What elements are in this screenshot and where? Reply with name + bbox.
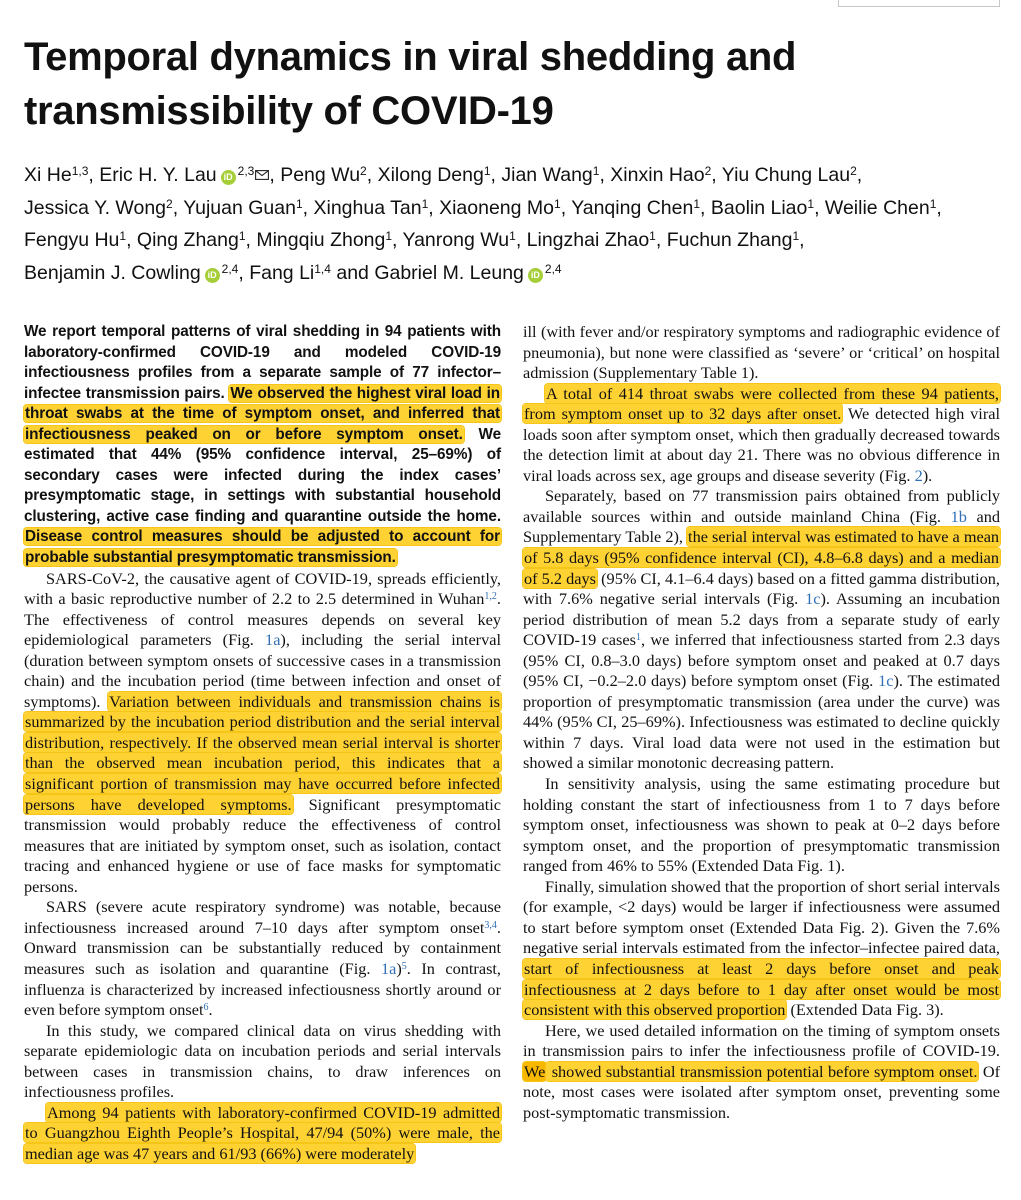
- author: [99, 164, 269, 186]
- author-affiliation: 1: [483, 164, 491, 178]
- author-affiliation: 1: [554, 196, 561, 211]
- body-text: . Onward transmission can be substantially reduced by containment measures such as isolation and quarantine (Fig.: [24, 917, 501, 978]
- author-name: Yiu Chung Lau: [721, 164, 851, 186]
- body-text: In sensitivity analysis, using the same estimating procedure but holding constant the start of infectiousness from 1 to 7 days before symptom onset, infectiousness was shown to peak at 0–2 days before symptom onset, and the proportion of presymptomatic transmission ranged from 46% to 55% (Extended Data Fig. 1).: [523, 774, 1000, 876]
- author: [280, 164, 367, 186]
- reference-citation[interactable]: 1,2: [484, 591, 497, 603]
- author: [313, 197, 428, 219]
- paragraph: [24, 897, 501, 1020]
- author-name: Jessica Y. Wong: [24, 196, 167, 219]
- author: [137, 229, 246, 251]
- author-name: Weilie Chen: [824, 196, 930, 219]
- highlighted-text: We: [524, 1061, 546, 1081]
- left-column: [24, 322, 501, 1164]
- body-text: We detected high viral loads soon after symptom onset, which then gradually decreased towards the detection limit at about day 21. There was no obvious difference in viral loads across sex, age groups and disease severity (Fig.: [523, 404, 1000, 485]
- author-affiliation: 1: [693, 196, 701, 211]
- author-name: Yanrong Wu: [402, 229, 510, 251]
- author: [571, 197, 700, 219]
- body-text: ).: [922, 465, 933, 485]
- highlighted-text: We observed the highest viral load in throat swabs at the time of symptom onset, and inferred that infectiousness peaked on or before symptom onset.: [25, 384, 501, 443]
- body-text: , we inferred that infectiousness started from 2.3 days (95% CI, 0.8–3.0 days) before symptom onset and peaked at 0.7 days (95% CI, −0.2–2.0 days) before symptom onset (Fig.: [523, 630, 1000, 691]
- highlighted-text: the serial interval was estimated to have a mean of 5.8 days (95% confidence interval (CI), 4.8–6.8 days) and a median of 5.2 days: [524, 527, 1000, 588]
- highlighted-text: Variation between individuals and transmission chains is summarized by the incubation period distribution and the serial interval distribution, respectively. If the observed mean serial interval is shorter than the observed mean incubation period, this indicates that a significant portion of transmission may have occurred before infected persons have developed symptoms.: [25, 691, 500, 814]
- body-text: ): [396, 958, 402, 978]
- body-text: ), including the serial interval (duration between symptom onsets of successive cases in a transmission chain) and the incubation period (time between infection and onset of symptoms).: [24, 630, 501, 711]
- author-name: Fuchun Zhang: [666, 229, 793, 251]
- paragraph: [523, 774, 1000, 877]
- body-text: In this study, we compared clinical data on virus shedding with separate epidemiologic data on incubation periods and serial intervals between cases in transmission chains, to draw inferences on infectiousness profiles.: [24, 1020, 501, 1102]
- author-affiliation: 1,4: [314, 261, 331, 276]
- paragraph: [24, 1103, 501, 1165]
- right-column: [523, 322, 1000, 1123]
- orcid-icon[interactable]: iD: [528, 268, 543, 283]
- body-text: Of note, most cases were isolated after symptom onset, preventing some post-symptomatic transmission.: [523, 1061, 1001, 1122]
- reference-citation[interactable]: 6: [203, 1002, 209, 1014]
- reference-citation[interactable]: 1: [635, 632, 641, 644]
- author: [256, 229, 392, 251]
- author-name: Gabriel M. Leung: [374, 261, 524, 284]
- author-name: Lingzhai Zhao: [526, 229, 650, 251]
- author: [722, 164, 857, 186]
- author: [667, 229, 799, 251]
- author-affiliation: 1: [792, 229, 800, 243]
- body-text: ill (with fever and/or respiratory symptoms and radiographic evidence of pneumonia), but none were classified as ‘severe’ or ‘critical’ on hospital admission (Supplementary Table 1).: [523, 322, 1000, 383]
- author-affiliation: 2: [166, 196, 173, 211]
- author-name: Fang Li: [249, 261, 315, 284]
- paragraph: [523, 322, 1000, 384]
- author-name: Xinghua Tan: [313, 196, 422, 219]
- body-text: (Extended Data Fig. 3).: [786, 1000, 944, 1020]
- figure-link[interactable]: 1a: [380, 958, 397, 978]
- body-text: (95% CI, 4.1–6.4 days) based on a fitted gamma distribution, with 7.6% negative serial intervals (Fig.: [523, 568, 1000, 609]
- author-affiliation: 2: [704, 164, 712, 178]
- figure-link[interactable]: 1a: [265, 630, 281, 650]
- author-name: Fengyu Hu: [24, 229, 120, 251]
- body-text: ). The estimated proportion of presymptomatic transmission (area under the curve) was 44% (95% CI, 25–69%). Infectiousness was estimated to decline quickly within 7 days. Viral load data were not used in the estimation but showed a similar monotonic decreasing pattern.: [523, 671, 1000, 773]
- author-name: Xinxin Hao: [610, 164, 705, 186]
- paragraph: [523, 877, 1000, 1021]
- author-name: Eric H. Y. Lau: [99, 164, 217, 186]
- body-text: .: [208, 1000, 213, 1020]
- abstract-text: We estimated that 44% (95% confidence interval, 25–69%) of secondary cases were infected during the index cases’ presymptomatic stage, in settings with substantial household clustering, active case finding and quarantine outside the home.: [24, 425, 501, 525]
- figure-link[interactable]: 1b: [950, 506, 967, 526]
- author-name: Jian Wang: [501, 164, 593, 186]
- article-title: Temporal dynamics in viral shedding and transmissibility of COVID-19: [24, 35, 797, 133]
- author: [249, 262, 331, 284]
- author: [527, 229, 656, 251]
- author-affiliation: 2: [850, 164, 857, 178]
- author: [403, 229, 516, 251]
- orcid-icon[interactable]: iD: [221, 170, 236, 185]
- body-text: and Supplementary Table 2),: [523, 506, 1001, 547]
- orcid-icon[interactable]: iD: [205, 268, 220, 283]
- author-affiliation: 1: [238, 229, 246, 243]
- highlighted-text: showed substantial transmission potential before symptom onset.: [547, 1061, 978, 1081]
- author-affiliation: 1: [929, 196, 937, 211]
- page-corner-box: [838, 0, 1000, 7]
- figure-link[interactable]: 1c: [878, 671, 894, 691]
- author-name: Yujuan Guan: [183, 196, 296, 219]
- author-affiliation: 2,4: [544, 261, 562, 276]
- author: [24, 229, 126, 251]
- mail-icon[interactable]: [255, 170, 269, 180]
- author-affiliation: 1: [295, 196, 303, 211]
- body-text: . The effectiveness of control measures depends on several key epidemiological parameters (Fig.: [24, 589, 501, 650]
- body-text: Here, we used detailed information on the timing of symptom onsets in transmission pairs to infer the infectiousness profile of COVID-19.: [523, 1020, 1000, 1061]
- body-text: SARS-CoV-2, the causative agent of COVID-19, spreads efficiently, with a basic reproductive number of 2.2 to 2.5 determined in Wuhan: [24, 568, 501, 609]
- author-name: Baolin Liao: [710, 196, 808, 219]
- author: [378, 164, 491, 186]
- highlighted-text: start of infectiousness at least 2 days before onset and peak infectiousness at 2 days before to 1 day after onset would be most consistent with this observed proportion: [524, 958, 999, 1020]
- highlighted-text: A total of 414 throat swabs were collected from these 94 patients, from symptom onset up to 32 days after onset.: [524, 383, 999, 424]
- author: [610, 164, 711, 186]
- author-affiliation: 1: [807, 196, 815, 211]
- author: [24, 262, 238, 284]
- author-name: Yanqing Chen: [571, 196, 694, 219]
- paragraph: [24, 1021, 501, 1103]
- reference-citation[interactable]: 5: [401, 960, 407, 972]
- figure-link[interactable]: 1c: [805, 589, 821, 609]
- author-affiliation: 2,3: [237, 164, 255, 178]
- author-affiliation: 1: [592, 164, 600, 178]
- highlighted-text: Among 94 patients with laboratory-confirmed COVID-19 admitted to Guangzhou Eighth People’s Hospital, 47/94 (50%) were male, the median age was 47 years and 61/93 (66%) were moderately: [25, 1102, 500, 1163]
- author-affiliation: 1,3: [71, 164, 89, 178]
- author: [501, 164, 599, 186]
- body-text: SARS (severe acute respiratory syndrome) was notable, because infectiousness increased around 7–10 days after symptom onset: [24, 897, 501, 937]
- author-affiliation: 2: [360, 164, 367, 178]
- highlighted-text: Disease control measures should be adjusted to account for probable substantial presymptomatic transmission.: [25, 528, 500, 567]
- author-name: Mingqiu Zhong: [256, 229, 386, 251]
- body-text: Finally, simulation showed that the proportion of short serial intervals (for example, <2 days) would be larger if infectiousness were assumed to start before symptom onset (Extended Data Fig. 2). Given the 7.6% negative serial intervals estimated from the infector–infectee paired data,: [523, 876, 1000, 958]
- abstract: [24, 322, 501, 569]
- author: [711, 197, 814, 219]
- figure-link[interactable]: 2: [914, 465, 923, 485]
- author-name: Xiaoneng Mo: [439, 196, 555, 219]
- paragraph: [24, 569, 501, 898]
- author-affiliation: 1: [509, 229, 516, 243]
- author: [24, 197, 173, 219]
- reference-citation[interactable]: 3,4: [484, 919, 497, 931]
- paragraph: [523, 384, 1000, 487]
- author-name: Qing Zhang: [136, 229, 239, 251]
- author-name: Benjamin J. Cowling: [24, 261, 201, 284]
- body-text: . In contrast, influenza is characterized by increased infectiousness shortly around or even before symptom onset: [24, 958, 501, 1020]
- author-affiliation: 1: [385, 229, 393, 243]
- author-affiliation: 1: [421, 196, 429, 211]
- abstract-text: We report temporal patterns of viral shedding in 94 patients with laboratory-confirmed COVID-19 and modeled COVID-19 infectiousness profiles from a separate sample of 77 infector–infectee transmission pairs.: [24, 323, 501, 402]
- body-text: Significant presymptomatic transmission would probably reduce the effectiveness of control measures that are initiated by symptom onset, such as isolation, contact tracing and enhanced hygiene or use of face masks for symptomatic persons.: [24, 794, 502, 896]
- author-name: Xi He: [24, 164, 72, 186]
- paragraph: [523, 486, 1000, 774]
- paragraph: [523, 1021, 1000, 1124]
- author-name: Xilong Deng: [377, 164, 484, 186]
- author: [183, 197, 302, 219]
- author-affiliation: 2,4: [221, 261, 239, 276]
- author-affiliation: 1: [649, 229, 656, 243]
- body-text: ). Assuming an incubation period distribution of mean 5.2 days from a separate study of early COVID-19 cases: [523, 589, 1000, 650]
- author-affiliation: 1: [119, 229, 127, 243]
- body-text: Separately, based on 77 transmission pairs obtained from publicly available sources within and outside mainland China (Fig.: [523, 486, 1000, 526]
- author-name: Peng Wu: [280, 164, 361, 186]
- author: [374, 262, 561, 284]
- author: [24, 164, 88, 186]
- author: [825, 197, 936, 219]
- author-list: Xi He$^{1,3}$, Eric H. Y. Lau iD $^{2,3}$ , Peng Wu$^2$, Xilong Deng$^1$, Jian Wang$^1$, Xinxin Hao$^2$, Yiu Chung Lau$^2$, Jessica Y. Wong$^2$, Yujuan Guan$^1$, Xinghua Tan$^1$, Xiaoneng Mo$^1$, Yanqing Chen$^1$, Baolin Liao$^1$, Weilie Chen$^1$, Fengyu Hu$^1$, Qing Zhang$^1$, Mingqiu Zhong$^1$, Yanrong Wu$^1$, Lingzhai Zhao$^1$, Fuchun Zhang$^1$, Benjamin J. Cowling iD $^{2,4}$, Fang Li$^{1,4}$ and Gabriel M. Leung iD $^{2,4}$: [24, 164, 942, 284]
- author: [439, 197, 561, 219]
